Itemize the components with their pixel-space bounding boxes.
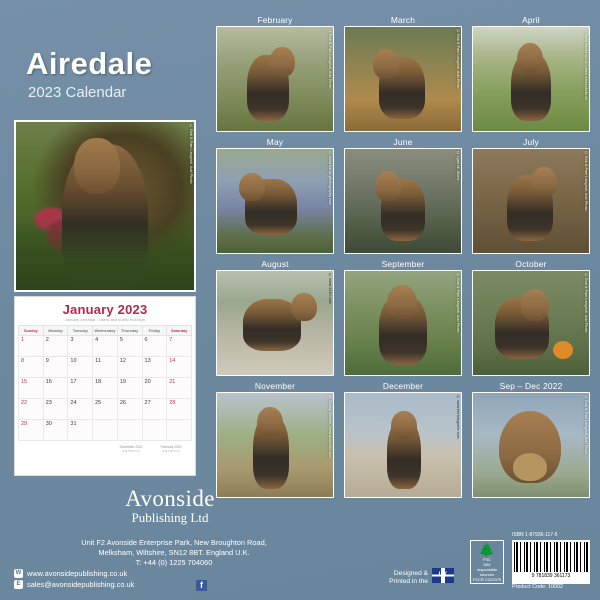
- photo-credit: © Bob & Pam Langrish, Add Photo: [584, 151, 588, 211]
- day-cell: 29: [19, 420, 44, 441]
- month-cell-september: [344, 258, 462, 376]
- dog-head-shape: [531, 167, 557, 197]
- barcode: [512, 540, 590, 584]
- day-cell: [167, 420, 192, 441]
- dog-muzzle-shape: [513, 453, 547, 481]
- weekday-saturday: Saturday: [167, 326, 192, 336]
- month-label: May: [266, 137, 284, 147]
- weekday-friday: Friday: [142, 326, 167, 336]
- envelope-icon: E: [14, 580, 23, 589]
- month-photo: [344, 26, 462, 132]
- tel-label: T:: [135, 558, 142, 567]
- photo-credit: © www.123rf.com: [328, 273, 332, 305]
- page-title: Airedale: [26, 46, 153, 81]
- month-photo: [216, 148, 334, 254]
- publisher-name: Avonside: [125, 486, 215, 511]
- mini-month-february: [153, 445, 189, 471]
- day-cell: 22: [19, 399, 44, 420]
- dog-head-shape: [375, 171, 401, 201]
- photo-credit: © Lynn M. Stone: [456, 151, 460, 181]
- web-icon: W: [15, 570, 22, 576]
- dog-head-shape: [387, 285, 417, 319]
- barcode-number: 9 781839 361173: [531, 573, 571, 579]
- foliage-shape: [16, 218, 196, 292]
- designed-line-2: Printed in the: [389, 578, 428, 585]
- dog-head-shape: [517, 43, 543, 73]
- barcode-bars: [514, 542, 588, 572]
- mini-month-rows: S M T W T F S: [162, 450, 180, 453]
- month-cell-april: [472, 14, 590, 132]
- tel-number: +44 (0) 1225 704060: [143, 558, 213, 567]
- day-cell: 24: [68, 399, 93, 420]
- isbn-text: ISBN 1-87936-117-5: [512, 532, 558, 538]
- photo-credit: © www.fotolia.co.uk / www.istockphoto.de: [584, 29, 588, 101]
- calendar-month-title: January 2023: [62, 302, 148, 317]
- day-cell: 26: [117, 399, 142, 420]
- mini-month-december: [113, 445, 149, 471]
- day-cell: 28: [167, 399, 192, 420]
- weekday-thursday: Thursday: [117, 326, 142, 336]
- month-label: June: [393, 137, 413, 147]
- day-cell: 1: [19, 336, 44, 357]
- fsc-source: responsible sources: [476, 567, 498, 577]
- month-photo: [472, 270, 590, 376]
- calendar-row: [19, 336, 192, 357]
- fsc-code: FSC® C022979: [472, 577, 502, 582]
- calendar-grid: [18, 325, 192, 441]
- january-calendar: [14, 296, 196, 476]
- month-cell-november: [216, 380, 334, 498]
- mini-month-rows: S M T W T F S: [122, 450, 140, 453]
- mini-month-title: December 2022: [119, 445, 143, 449]
- photo-credit: © www.tierfotografie.com: [456, 395, 460, 439]
- day-cell: 9: [43, 357, 68, 378]
- designed-line-1: Designed &: [393, 570, 428, 577]
- website-row[interactable]: [14, 568, 344, 579]
- facebook-icon[interactable]: f: [196, 580, 207, 591]
- mini-months: [113, 445, 189, 471]
- day-cell: 20: [142, 378, 167, 399]
- day-cell: 30: [43, 420, 68, 441]
- product-code: Product Code: 10002: [512, 584, 563, 590]
- month-cell-july: [472, 136, 590, 254]
- month-cell-february: [216, 14, 334, 132]
- pumpkin-shape: [553, 341, 573, 359]
- day-cell: 2: [43, 336, 68, 357]
- day-cell: [142, 420, 167, 441]
- website-url[interactable]: www.avonsidepublishing.co.uk: [27, 569, 128, 578]
- day-cell: 12: [117, 357, 142, 378]
- dog-head-shape: [239, 173, 265, 201]
- month-photo: [216, 392, 334, 498]
- month-label: July: [523, 137, 539, 147]
- publisher-address: [8, 538, 340, 568]
- publisher-contacts: [14, 568, 344, 590]
- day-cell: 4: [93, 336, 118, 357]
- day-cell: 16: [43, 378, 68, 399]
- month-photo: [344, 270, 462, 376]
- dog-head-shape: [74, 138, 120, 194]
- month-cell-sep-dec-2022: [472, 380, 590, 498]
- photo-credit: © Bob & Pam Langrish, Add Photo: [189, 124, 193, 184]
- photo-credit: © Bob & Pam Langrish, Add Photo: [328, 29, 332, 89]
- month-photo: [216, 270, 334, 376]
- address-line-1: Unit F2 Avonside Enterprise Park, New Broughton Road,: [81, 538, 267, 547]
- tree-icon: 🌲: [478, 542, 496, 557]
- day-cell: 19: [117, 378, 142, 399]
- month-label: October: [515, 259, 547, 269]
- day-cell: 8: [19, 357, 44, 378]
- month-label: Sep – Dec 2022: [499, 381, 563, 391]
- month-label: November: [254, 381, 296, 391]
- weekday-wednesday: Wednesday: [93, 326, 118, 336]
- telephone-line: [8, 558, 340, 568]
- day-cell: 5: [117, 336, 142, 357]
- month-label: February: [257, 15, 293, 25]
- month-label: December: [382, 381, 424, 391]
- weekday-sunday: Sunday: [19, 326, 44, 336]
- day-cell: 21: [167, 378, 192, 399]
- uk-flag-icon: UK: [432, 568, 454, 583]
- dog-head-shape: [291, 293, 317, 321]
- day-cell: [117, 420, 142, 441]
- dog-head-shape: [257, 407, 283, 437]
- month-photo: [216, 26, 334, 132]
- month-photo: [472, 148, 590, 254]
- fsc-label: FSC: [483, 557, 491, 562]
- month-label: September: [381, 259, 425, 269]
- day-cell: 15: [19, 378, 44, 399]
- day-cell: 10: [68, 357, 93, 378]
- dog-head-shape: [391, 411, 417, 439]
- calendar-weekday-row: [19, 326, 192, 336]
- day-cell: 23: [43, 399, 68, 420]
- day-cell: 17: [68, 378, 93, 399]
- month-label: March: [390, 15, 416, 25]
- month-cell-october: [472, 258, 590, 376]
- photo-credit: © Bob & Pam Langrish, Add Photo: [456, 29, 460, 89]
- cover-photo: [14, 120, 196, 292]
- day-cell: 13: [142, 357, 167, 378]
- month-label: August: [261, 259, 289, 269]
- month-photo: [344, 392, 462, 498]
- designed-printed-text: [358, 570, 428, 586]
- day-cell: 6: [142, 336, 167, 357]
- day-cell: 3: [68, 336, 93, 357]
- month-cell-may: [216, 136, 334, 254]
- day-cell: 11: [93, 357, 118, 378]
- month-photo: [472, 26, 590, 132]
- dog-head-shape: [269, 47, 295, 77]
- calendar-row: [19, 378, 192, 399]
- calendar-row: [19, 399, 192, 420]
- day-cell: 31: [68, 420, 93, 441]
- photo-credit: © www.hartje-photography.com: [328, 151, 332, 206]
- publisher-suffix: Publishing Ltd: [131, 510, 209, 525]
- weekday-monday: Monday: [43, 326, 68, 336]
- month-thumbnail-grid: [216, 14, 590, 498]
- fsc-mix: MIX: [483, 562, 491, 567]
- month-photo: [344, 148, 462, 254]
- calendar-row: [19, 357, 192, 378]
- photo-credit: © Bob & Pam Langrish, Add Photo: [584, 395, 588, 455]
- calendar-row: [19, 420, 192, 441]
- page-subtitle: 2023 Calendar: [28, 84, 127, 101]
- email-row[interactable]: [14, 579, 344, 590]
- cover-panel: [0, 0, 267, 600]
- month-photo: [472, 392, 590, 498]
- dog-head-shape: [373, 49, 399, 79]
- photo-credit: © Sunny Sander, www.avonside.com: [328, 395, 332, 459]
- mini-month-title: February 2023: [160, 445, 182, 449]
- calendar-header: [15, 297, 195, 322]
- dog-head-shape: [521, 289, 549, 321]
- email-address[interactable]: sales@avonsidepublishing.co.uk: [27, 580, 135, 589]
- fsc-logo: [470, 540, 504, 584]
- photo-credit: © Bob & Pam Langrish, Add Photo: [584, 273, 588, 333]
- weekday-tuesday: Tuesday: [68, 326, 93, 336]
- calendar-note: January calendar - dates and public holidays: [65, 318, 145, 322]
- month-cell-august: [216, 258, 334, 376]
- month-cell-june: [344, 136, 462, 254]
- month-cell-march: [344, 14, 462, 132]
- address-line-2: Melksham, Wiltshire, SN12 8BT. England U.K.: [98, 548, 250, 557]
- month-label: April: [522, 15, 540, 25]
- day-cell: 27: [142, 399, 167, 420]
- month-cell-december: [344, 380, 462, 498]
- day-cell: [93, 420, 118, 441]
- day-cell: 14: [167, 357, 192, 378]
- day-cell: 25: [93, 399, 118, 420]
- day-cell: 18: [93, 378, 118, 399]
- day-cell: 7: [167, 336, 192, 357]
- photo-credit: © Bob & Pam Langrish, Add Photo: [456, 273, 460, 333]
